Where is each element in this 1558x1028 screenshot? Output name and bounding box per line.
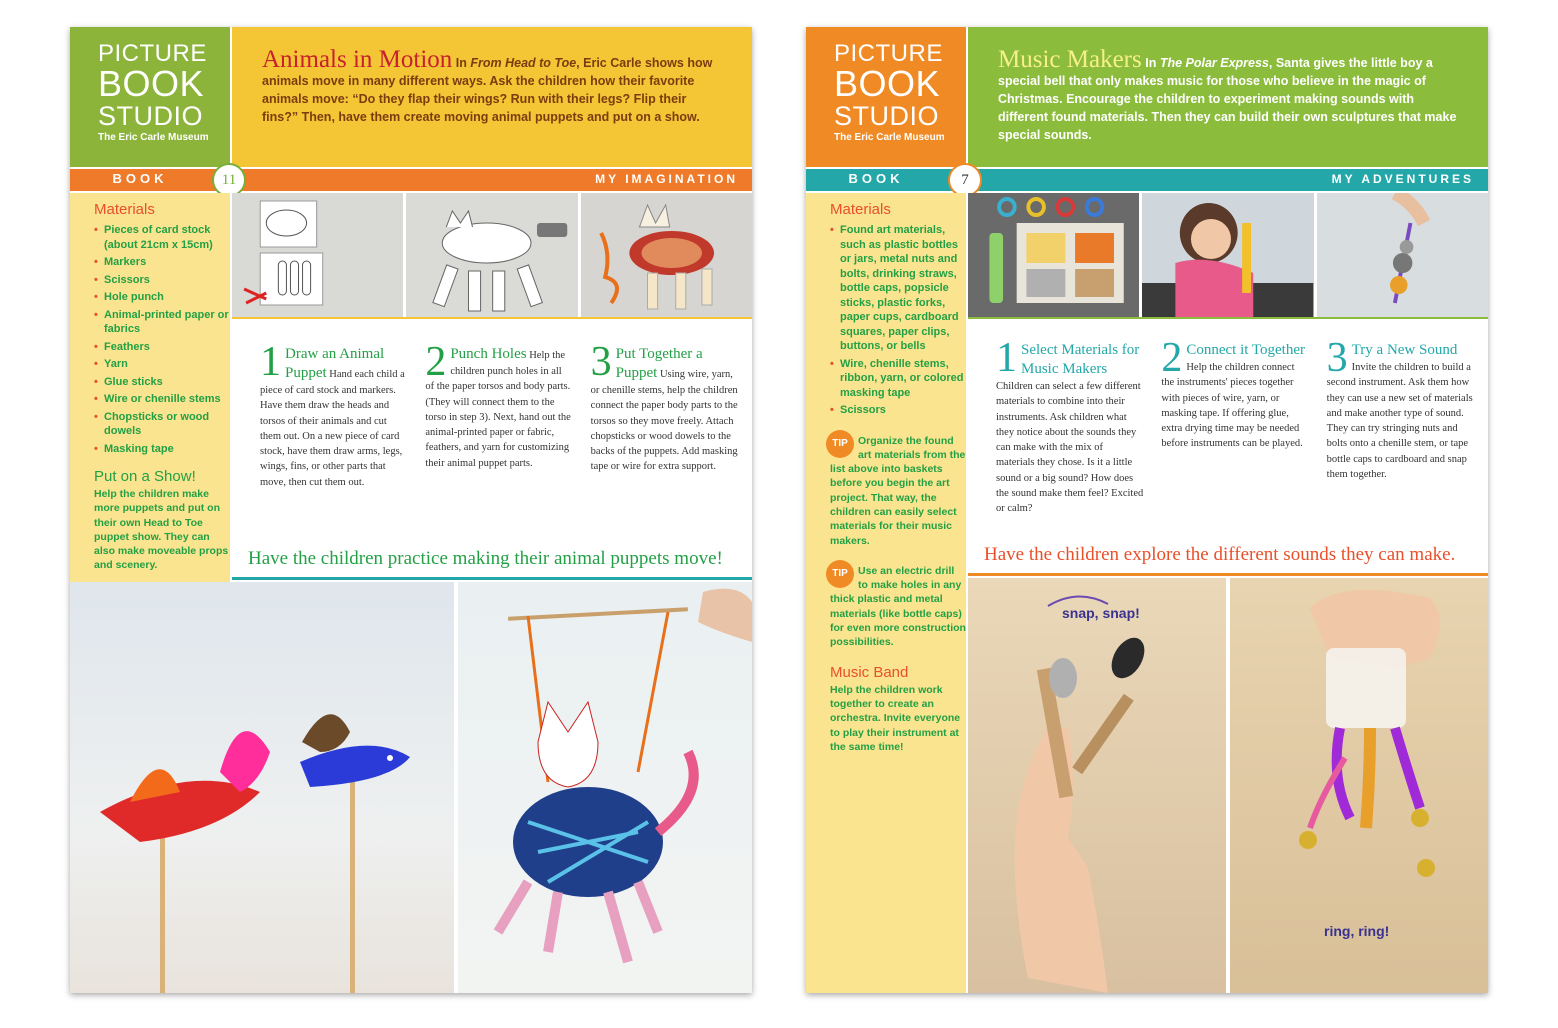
list-item: • Animal-printed paper or fabrics [94, 308, 230, 337]
intro-book: From Head to Toe [470, 56, 577, 70]
logo-line-2: BOOK [98, 63, 205, 104]
photo-bird-puppet [70, 582, 454, 993]
logo [806, 27, 966, 167]
step-2 [425, 339, 572, 490]
tip-2 [830, 564, 966, 650]
book-number: 11 [212, 163, 246, 197]
extra-text: Help the children work together to create an orchestra. Invite everyone to play their instrument at the same time! [830, 683, 961, 753]
logo-subtitle: The Eric Carle Museum [98, 132, 209, 143]
photo-materials-tray [968, 193, 1139, 317]
step-1 [260, 339, 407, 490]
logo-line-1: PICTURE [98, 40, 207, 67]
photo-child-building [1142, 193, 1313, 317]
photo-label-snap: snap, snap! [1062, 605, 1140, 621]
step-text: Hand each child a piece of card stock and markers. Have them draw the heads and torsos of their animals and cut them out. On a new piece of card stock, have them draw arms, legs, wings, fins, or other parts that move, then cut them out. [260, 369, 405, 488]
list-item: • Wire or chenille stems [94, 392, 230, 407]
book-number: 7 [948, 163, 982, 197]
extra-heading: Music Band [830, 663, 909, 681]
step-photos [968, 193, 1488, 317]
step-title: Connect it Together [1186, 342, 1305, 358]
intro-text: , Santa gives the little boy a special bell that only makes music for those who believe in the magic of Christmas. Encourage the children to experiment making sounds with different found materials. Then they can build their own sculptures that make special sounds. [998, 56, 1457, 142]
series-name: MY ADVENTURES [1331, 172, 1474, 186]
photo-label-ring: ring, ring! [1324, 923, 1390, 939]
step-1 [996, 335, 1144, 517]
bottom-photos [70, 582, 752, 993]
step-number: 2 [1161, 335, 1183, 381]
photo-cat-puppet [458, 582, 752, 993]
photo-ring-instrument [1230, 578, 1488, 993]
intro-pre: In [455, 56, 471, 70]
logo-subtitle: The Eric Carle Museum [834, 132, 945, 143]
series-name: MY IMAGINATION [595, 172, 738, 186]
step-number: 2 [425, 339, 447, 385]
step-number: 3 [1326, 335, 1348, 381]
materials-list [830, 223, 966, 418]
tip-badge: TIP [826, 430, 854, 458]
list-item: • Yarn [94, 357, 230, 372]
bottom-photos [968, 578, 1488, 993]
tip-1 [830, 434, 966, 548]
steps [232, 331, 752, 490]
extra-heading: Put on a Show! [94, 468, 196, 485]
materials-heading: Materials [830, 201, 891, 218]
list-item: • Glue sticks [94, 375, 230, 390]
intro [968, 27, 1488, 167]
photo-snap-instrument [968, 578, 1226, 993]
step-2 [1161, 335, 1308, 517]
book-label: BOOK [848, 171, 904, 186]
photo-punch [406, 193, 577, 317]
tip-badge: TIP [826, 560, 854, 588]
step-text: Using wire, yarn, or chenille stems, help the children connect the paper body parts to the torsos so they move freely. Attach chopsticks or wood dowels to the backs of the puppets. Add masking tape or wire for extra support. [590, 369, 738, 473]
step-title: Select Materials for Music Makers [1021, 342, 1140, 377]
logo [70, 27, 230, 167]
list-item: • Scissors [830, 403, 966, 418]
sidebar [806, 193, 966, 993]
list-item: • Found art materials, such as plastic bottles or jars, metal nuts and bolts, drinking straws, bottle caps, popsicle sticks, plastic forks, paper cups, cardboard squares, paper clips, buttons, or bells [830, 223, 966, 354]
logo-line-3: STUDIO [98, 101, 204, 131]
tagline: Have the children practice making their animal puppets move! [248, 548, 723, 569]
photo-bolt-stringing [1317, 193, 1488, 317]
photo-draw [232, 193, 403, 317]
materials-heading: Materials [94, 201, 155, 218]
list-item: • Markers [94, 255, 230, 270]
step-text: Help the children punch holes in all of the paper torsos and body parts. (They will connect them to the torso in step 3). Next, hand out the animal-printed paper or fabric, feathers, and yarn for customizing their animal puppet parts. [425, 350, 571, 469]
step-title: Put Together a Puppet [615, 346, 703, 381]
step-title: Draw an Animal Puppet [285, 346, 385, 381]
list-item: • Chopsticks or wood dowels [94, 410, 230, 439]
intro-text: , Eric Carle shows how animals move in many different ways. Ask the children how their favorite animals move: “Do they flap their wings? Run with their legs? Flip their fins?” Then, have them create moving animal puppets and put on a show. [262, 56, 713, 124]
step-title: Try a New Sound [1351, 342, 1458, 358]
step-text: Invite the children to build a second instrument. Ask them how they can use a new set of materials and make another type of sound. They can try stringing nuts and bolts onto a chenille stem, or tape bottle caps to cardboard and snap them together. [1326, 362, 1473, 481]
step-number: 3 [590, 339, 612, 385]
step-3 [1326, 335, 1474, 517]
step-3 [590, 339, 738, 490]
extra-text: Help the children make more puppets and put on their own Head to Toe puppet show. They can also make moveable props and scenery. [94, 488, 229, 572]
activity-page-music-makers [806, 27, 1488, 993]
materials-list [94, 223, 230, 456]
tip-text: Organize the found art materials from the list above into baskets before you begin the art project. That way, the children can easily select materials for their music makers. [830, 434, 966, 547]
book-band [70, 167, 752, 191]
step-text: Help the children connect the instruments' pieces together with pieces of wire, yarn, or masking tape. If offering glue, extra drying time may be needed before instruments can be played. [1161, 362, 1303, 450]
steps [968, 327, 1488, 517]
activity-page-animals-in-motion [70, 27, 752, 993]
logo-line-1: PICTURE [834, 40, 943, 67]
intro-pre: In [1145, 56, 1160, 70]
list-item: • Masking tape [94, 442, 230, 457]
list-item: • Hole punch [94, 290, 230, 305]
step-number: 1 [996, 335, 1017, 381]
page-title: Animals in Motion [262, 46, 453, 73]
sidebar [70, 193, 230, 608]
step-photos [232, 193, 752, 317]
intro-book: The Polar Express [1159, 56, 1269, 70]
list-item: • Feathers [94, 340, 230, 355]
tagline: Have the children explore the different sounds they can make. [984, 544, 1456, 565]
book-band [806, 167, 1488, 191]
list-item: • Pieces of card stock (about 21cm x 15cm) [94, 223, 230, 252]
step-title: Punch Holes [450, 346, 527, 362]
page-title: Music Makers [998, 46, 1142, 73]
step-number: 1 [260, 339, 281, 385]
book-label: BOOK [112, 171, 168, 186]
step-text: Children can select a few different materials to combine into their instruments. Ask children what they notice about the sounds they can make with the mix of materials they chose. Is it a little sound or a big sound? How does the sound make them feel? Excited or calm? [996, 381, 1144, 515]
logo-line-3: STUDIO [834, 101, 940, 131]
tip-text: Use an electric drill to make holes in any thick plastic and metal materials (like bottle caps) for even more construction possibilities. [830, 564, 966, 649]
intro [232, 27, 752, 167]
logo-line-2: BOOK [834, 63, 941, 104]
list-item: • Scissors [94, 273, 230, 288]
list-item: • Wire, chenille stems, ribbon, yarn, or colored masking tape [830, 357, 966, 401]
photo-assemble [581, 193, 752, 317]
